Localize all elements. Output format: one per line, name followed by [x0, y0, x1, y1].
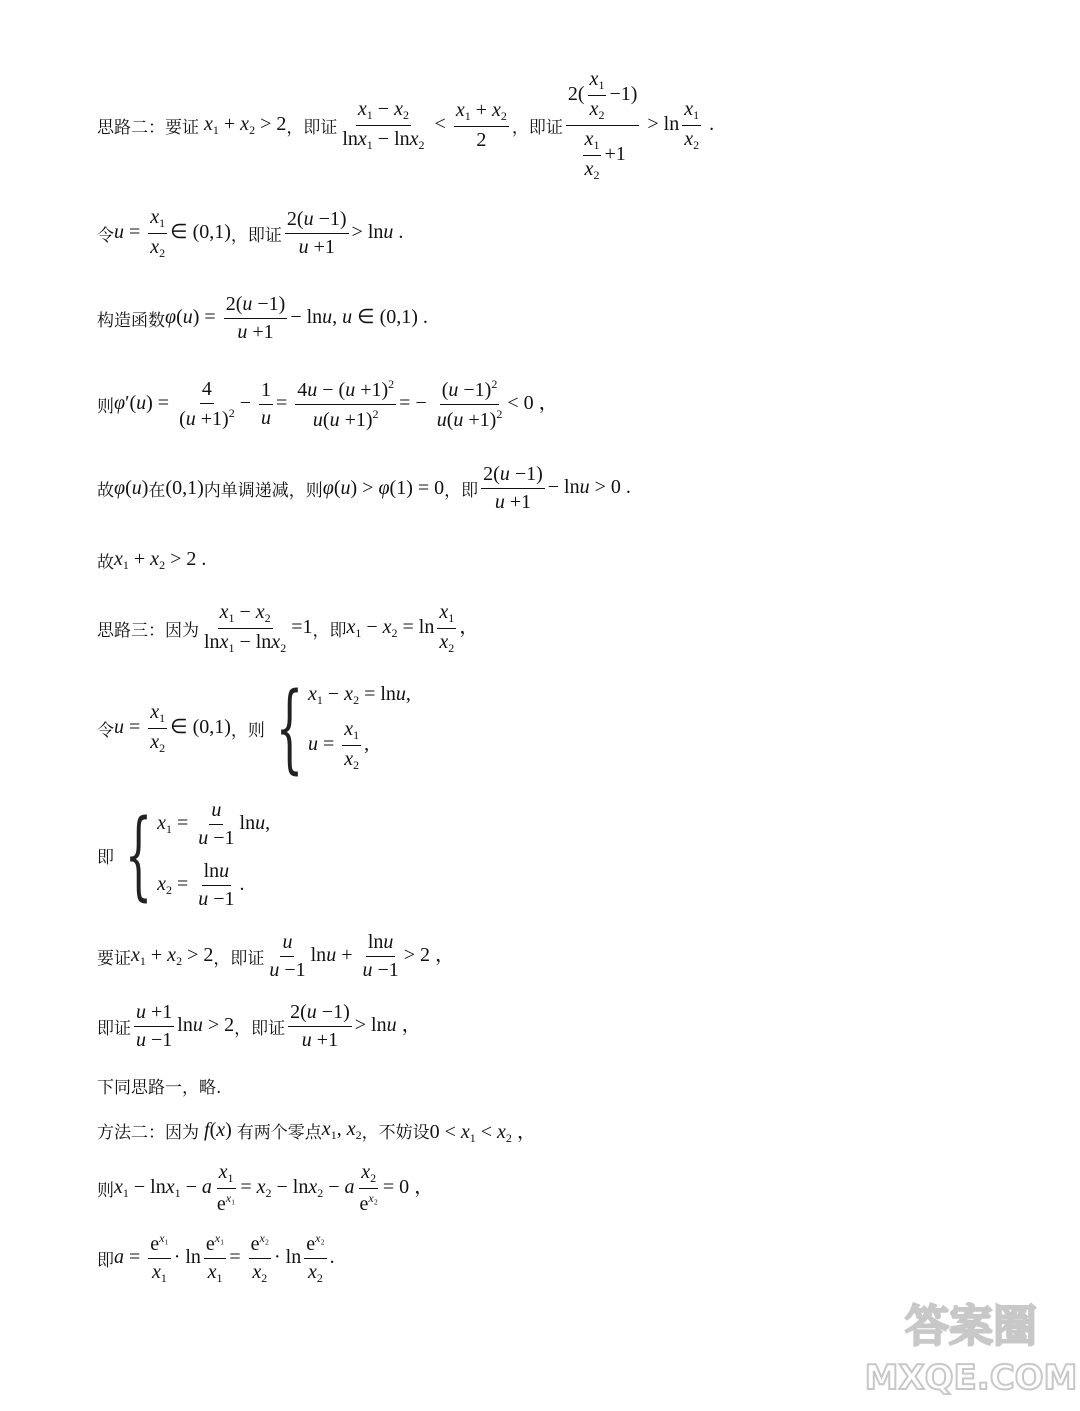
- text: 在: [148, 480, 166, 501]
- text: 即: [461, 480, 479, 501]
- line-5: [97, 460, 631, 516]
- text: 令: [97, 225, 114, 246]
- text: 则: [97, 1180, 114, 1201]
- formula: φ(u) > φ(1) = 0: [322, 476, 445, 499]
- formula: f(x): [204, 1118, 237, 1141]
- text: 即: [97, 847, 114, 868]
- line-8: [97, 672, 411, 784]
- text: 构造函数: [97, 310, 165, 331]
- text: 则: [247, 720, 265, 741]
- text: 即证: [230, 948, 265, 969]
- line-10: [97, 928, 455, 984]
- formula: φ(u): [114, 476, 149, 499]
- formula: φ(u) = $\frac{2(u -1)}{u +1}$ − lnu, u ∈ (0,1) .: [165, 292, 428, 343]
- text: 思路三：因为: [97, 620, 199, 641]
- formula: (0,1): [165, 476, 204, 499]
- text: 不妨设: [378, 1122, 430, 1143]
- comma: ，: [312, 620, 330, 641]
- text: 思路二：要证: [97, 117, 199, 138]
- formula: $x_1$, $x_2$: [321, 1117, 362, 1142]
- watermark-logo: [864, 1291, 1078, 1401]
- text: 下同思路一，略.: [97, 1077, 222, 1098]
- comma: ，: [361, 1122, 379, 1143]
- comma: ，: [444, 480, 462, 501]
- text: 故: [97, 480, 114, 501]
- formula: $\frac{x_1 - x_2}{\ln x_1 - \ln x_2}$ < $\frac{x_1 + x_2}{2}$: [342, 97, 507, 152]
- equation-system: $x_1 - x_2 = \ln u$, u = $\frac{x_1}{x_2}$ ,: [308, 683, 411, 772]
- line-12: [97, 1070, 221, 1100]
- line-14: [97, 1160, 434, 1216]
- formula: $x_1 + x_2 > 2$: [204, 112, 287, 137]
- formula: $x_1 - x_2 = \ln$ $\frac{x_1}{x_2}$ ，: [346, 600, 480, 655]
- text: 则: [97, 396, 114, 417]
- comma: ，: [213, 948, 231, 969]
- text: 令: [97, 720, 114, 741]
- comma: ，: [230, 225, 248, 246]
- watermark-bottom: MXQE.COM: [864, 1358, 1078, 1398]
- text: 方法二：因为: [97, 1122, 199, 1143]
- text: 即证: [251, 1018, 286, 1039]
- formula: $0 < x_1 < x_2$ ，: [429, 1120, 537, 1145]
- equation-system: $x_1$ = $\frac{u}{u -1}$ lnu, $x_2$ = $\frac{\ln u}{u -1}$ .: [157, 799, 271, 910]
- line-3: [97, 290, 428, 346]
- formula: $\frac{2(u -1)}{u +1}$ > lnu .: [286, 207, 404, 258]
- formula: u = $\frac{x_1}{x_2}$ ∈ (0,1): [114, 700, 231, 755]
- formula: $\frac{2(u -1)}{u +1}$ − lnu > 0 .: [483, 462, 631, 513]
- line-15: [97, 1228, 335, 1288]
- line-2: [97, 205, 403, 261]
- formula: $\frac{2(u -1)}{u +1}$ > lnu ，: [290, 1000, 422, 1051]
- comma: ，: [511, 117, 529, 138]
- formula: $x_1 + x_2 > 2$ .: [114, 547, 207, 572]
- text: 即证: [97, 1018, 131, 1039]
- watermark-top: 答案圈: [905, 1301, 1037, 1352]
- line-7: [97, 600, 479, 656]
- comma: ，: [230, 720, 248, 741]
- text: 即证: [528, 117, 563, 138]
- text: 故: [97, 552, 114, 573]
- left-brace: {: [275, 672, 304, 784]
- text: 要证: [97, 948, 131, 969]
- formula: $\frac{u +1}{u -1}$ lnu > 2: [136, 1000, 235, 1051]
- formula: φ′(u) = $\frac{4}{(u +1)^2}$ − $\frac{1}{u}$ = $\frac{4u - (u +1)^2}{u(u +1)^2}$ = − $\frac{(u -1)^2}{u(u +1)^2}$ < 0 ，: [114, 376, 559, 431]
- formula: $\frac{x_1 - x_2}{\ln x_1 - \ln x_2}$ =1: [204, 600, 313, 655]
- text: 即证: [303, 117, 338, 138]
- text: 内单调递减，则: [203, 480, 323, 501]
- line-6: [97, 545, 206, 575]
- left-brace: {: [124, 799, 153, 911]
- formula: $\frac{u}{u -1}$ lnu + $\frac{\ln u}{u -1}$ > 2 ，: [269, 930, 456, 981]
- line-11: [97, 998, 422, 1054]
- text: 即证: [247, 225, 282, 246]
- line-9: [97, 800, 270, 910]
- line-13: [97, 1115, 537, 1145]
- formula: 2( $\frac{x_1}{x_2}$ −1) $\frac{x_1}{x_2}$ +1 > ln $\frac{x_1}{x_2}$ .: [567, 67, 715, 182]
- comma: ，: [234, 1018, 252, 1039]
- formula: $x_1 + x_2 > 2$: [131, 943, 214, 968]
- formula: u = $\frac{x_1}{x_2}$ ∈ (0,1): [114, 205, 231, 260]
- formula: $x_1 - \ln x_1 - a$ $\frac{x_1}{e^{x_1}}$ = $x_2 - \ln x_2 - a$ $\frac{x_2}{e^{x_2}}$ = 0 ，: [114, 1160, 435, 1215]
- formula: a = $\frac{e^{x_1}}{x_1}$ · ln $\frac{e^{x_1}}{x_1}$ = $\frac{e^{x_2}}{x_2}$ · ln $\frac{e^{x_2}}{x_2}$ .: [114, 1230, 335, 1285]
- line-1: [97, 67, 715, 182]
- text: 即: [97, 1250, 114, 1271]
- line-4: [97, 374, 559, 434]
- text: 有两个零点: [236, 1122, 322, 1143]
- text: 即: [329, 620, 347, 641]
- comma: ，: [286, 117, 304, 138]
